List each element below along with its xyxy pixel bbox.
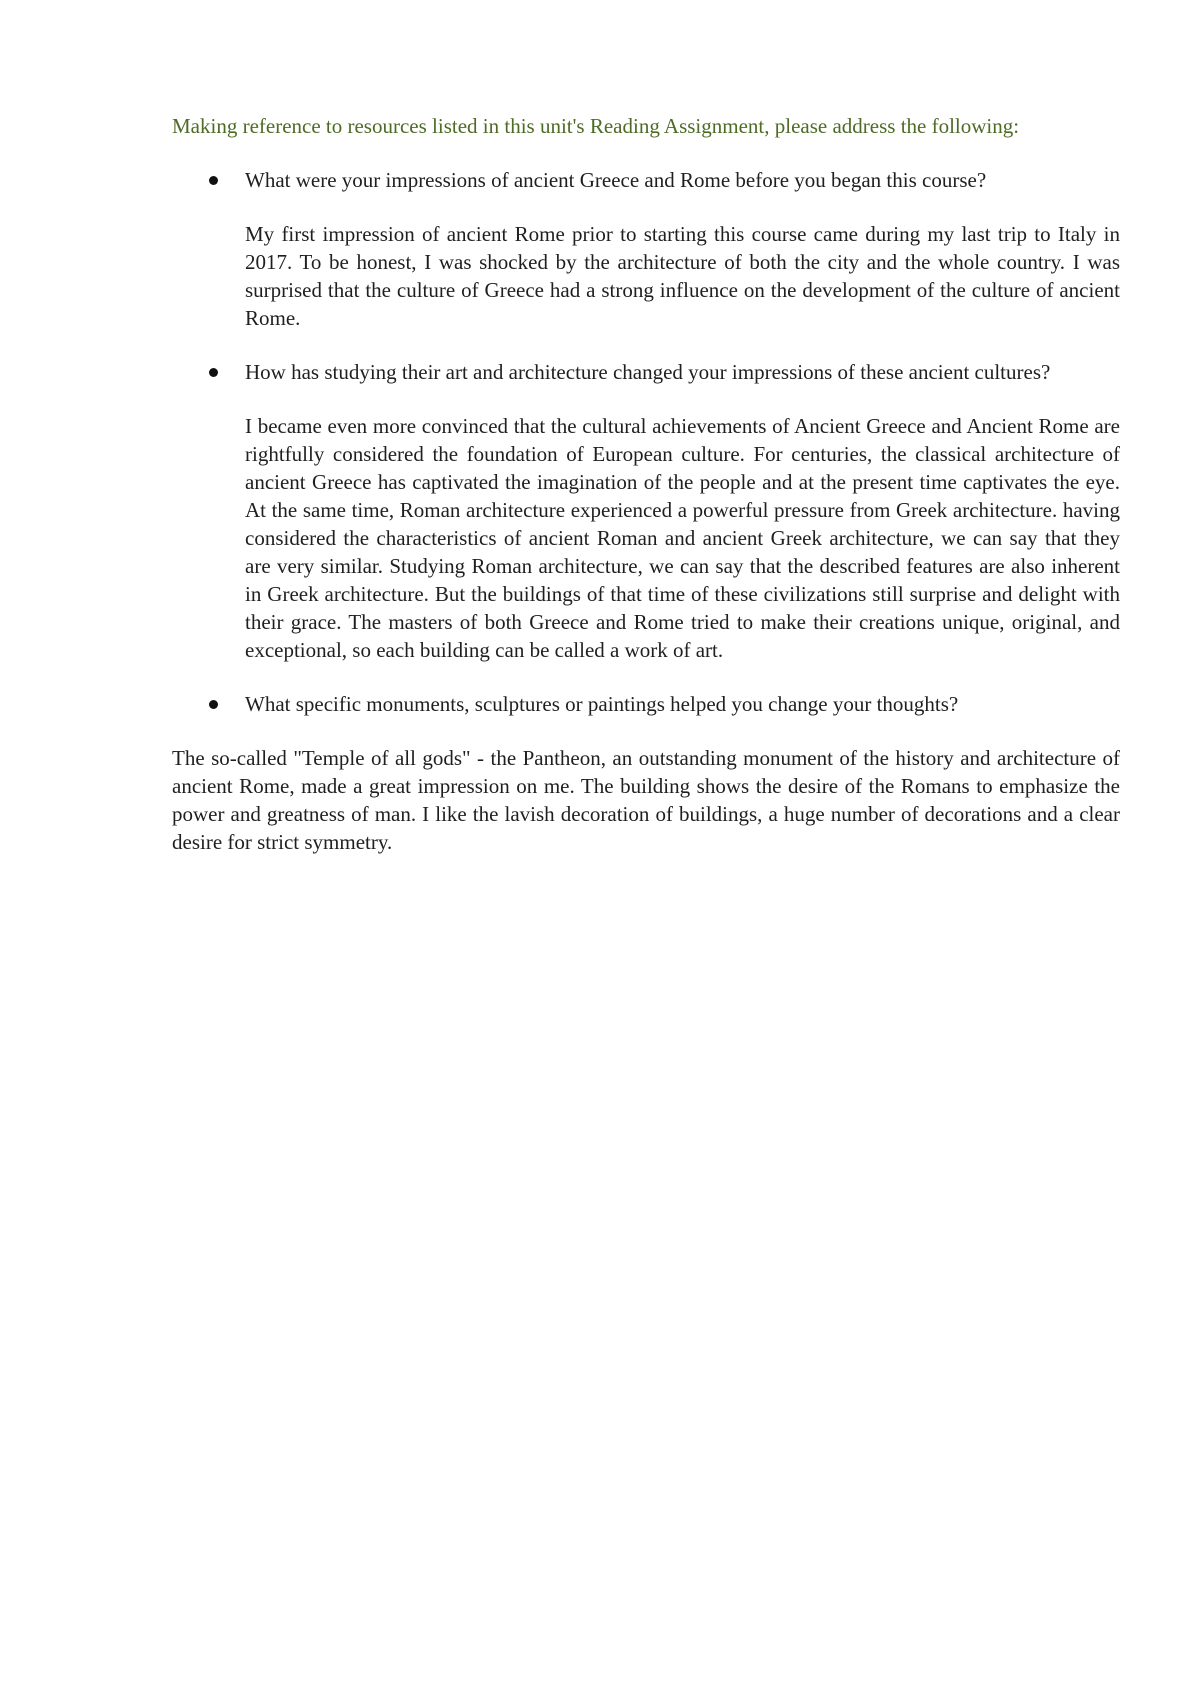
list-item — [172, 358, 1120, 664]
question-list — [172, 166, 1120, 718]
list-item — [172, 690, 1120, 718]
answer-text: My first impression of ancient Rome prior to starting this course came during my last trip to Italy in 2017. To be honest, I was shocked by the architecture of both the city and the whole country. I was surprised that the culture of Greece had a strong influence on the development of the culture of ancient Rome. — [245, 222, 1120, 330]
answer-text: I became even more convinced that the cultural achievements of Ancient Greece and Ancient Rome are rightfully considered the foundation of European culture. For centuries, the classical architecture of ancient Greece has captivated the imagination of the people and at the present time captivates the eye. At the same time, Roman architecture experienced a powerful pressure from Greek architecture. having considered the characteristics of ancient Roman and ancient Greek architecture, we can say that they are very similar. Studying Roman architecture, we can say that the described features are also inherent in Greek architecture. But the buildings of that time of these civilizations still surprise and delight with their grace. The masters of both Greece and Rome tried to make their creations unique, original, and exceptional, so each building can be called a work of art. — [245, 414, 1120, 662]
bullet-icon — [209, 176, 218, 185]
bullet-icon — [209, 368, 218, 377]
list-item — [172, 166, 1120, 332]
question-text: What were your impressions of ancient Greece and Rome before you began this course? — [245, 168, 987, 192]
assignment-intro: Making reference to resources listed in this unit's Reading Assignment, please address the following: — [172, 114, 1020, 138]
closing-paragraph: The so-called "Temple of all gods" - the Pantheon, an outstanding monument of the history and architecture of ancient Rome, made a great impression on me. The building shows the desire of the Romans to emphasize the power and greatness of man. I like the lavish decoration of buildings, a huge number of decorations and a clear desire for strict symmetry. — [172, 746, 1120, 854]
question-text: What specific monuments, sculptures or paintings helped you change your thoughts? — [245, 692, 959, 716]
question-text: How has studying their art and architecture changed your impressions of these ancient cultures? — [245, 360, 1051, 384]
document-page — [172, 112, 1120, 856]
bullet-icon — [209, 700, 218, 709]
